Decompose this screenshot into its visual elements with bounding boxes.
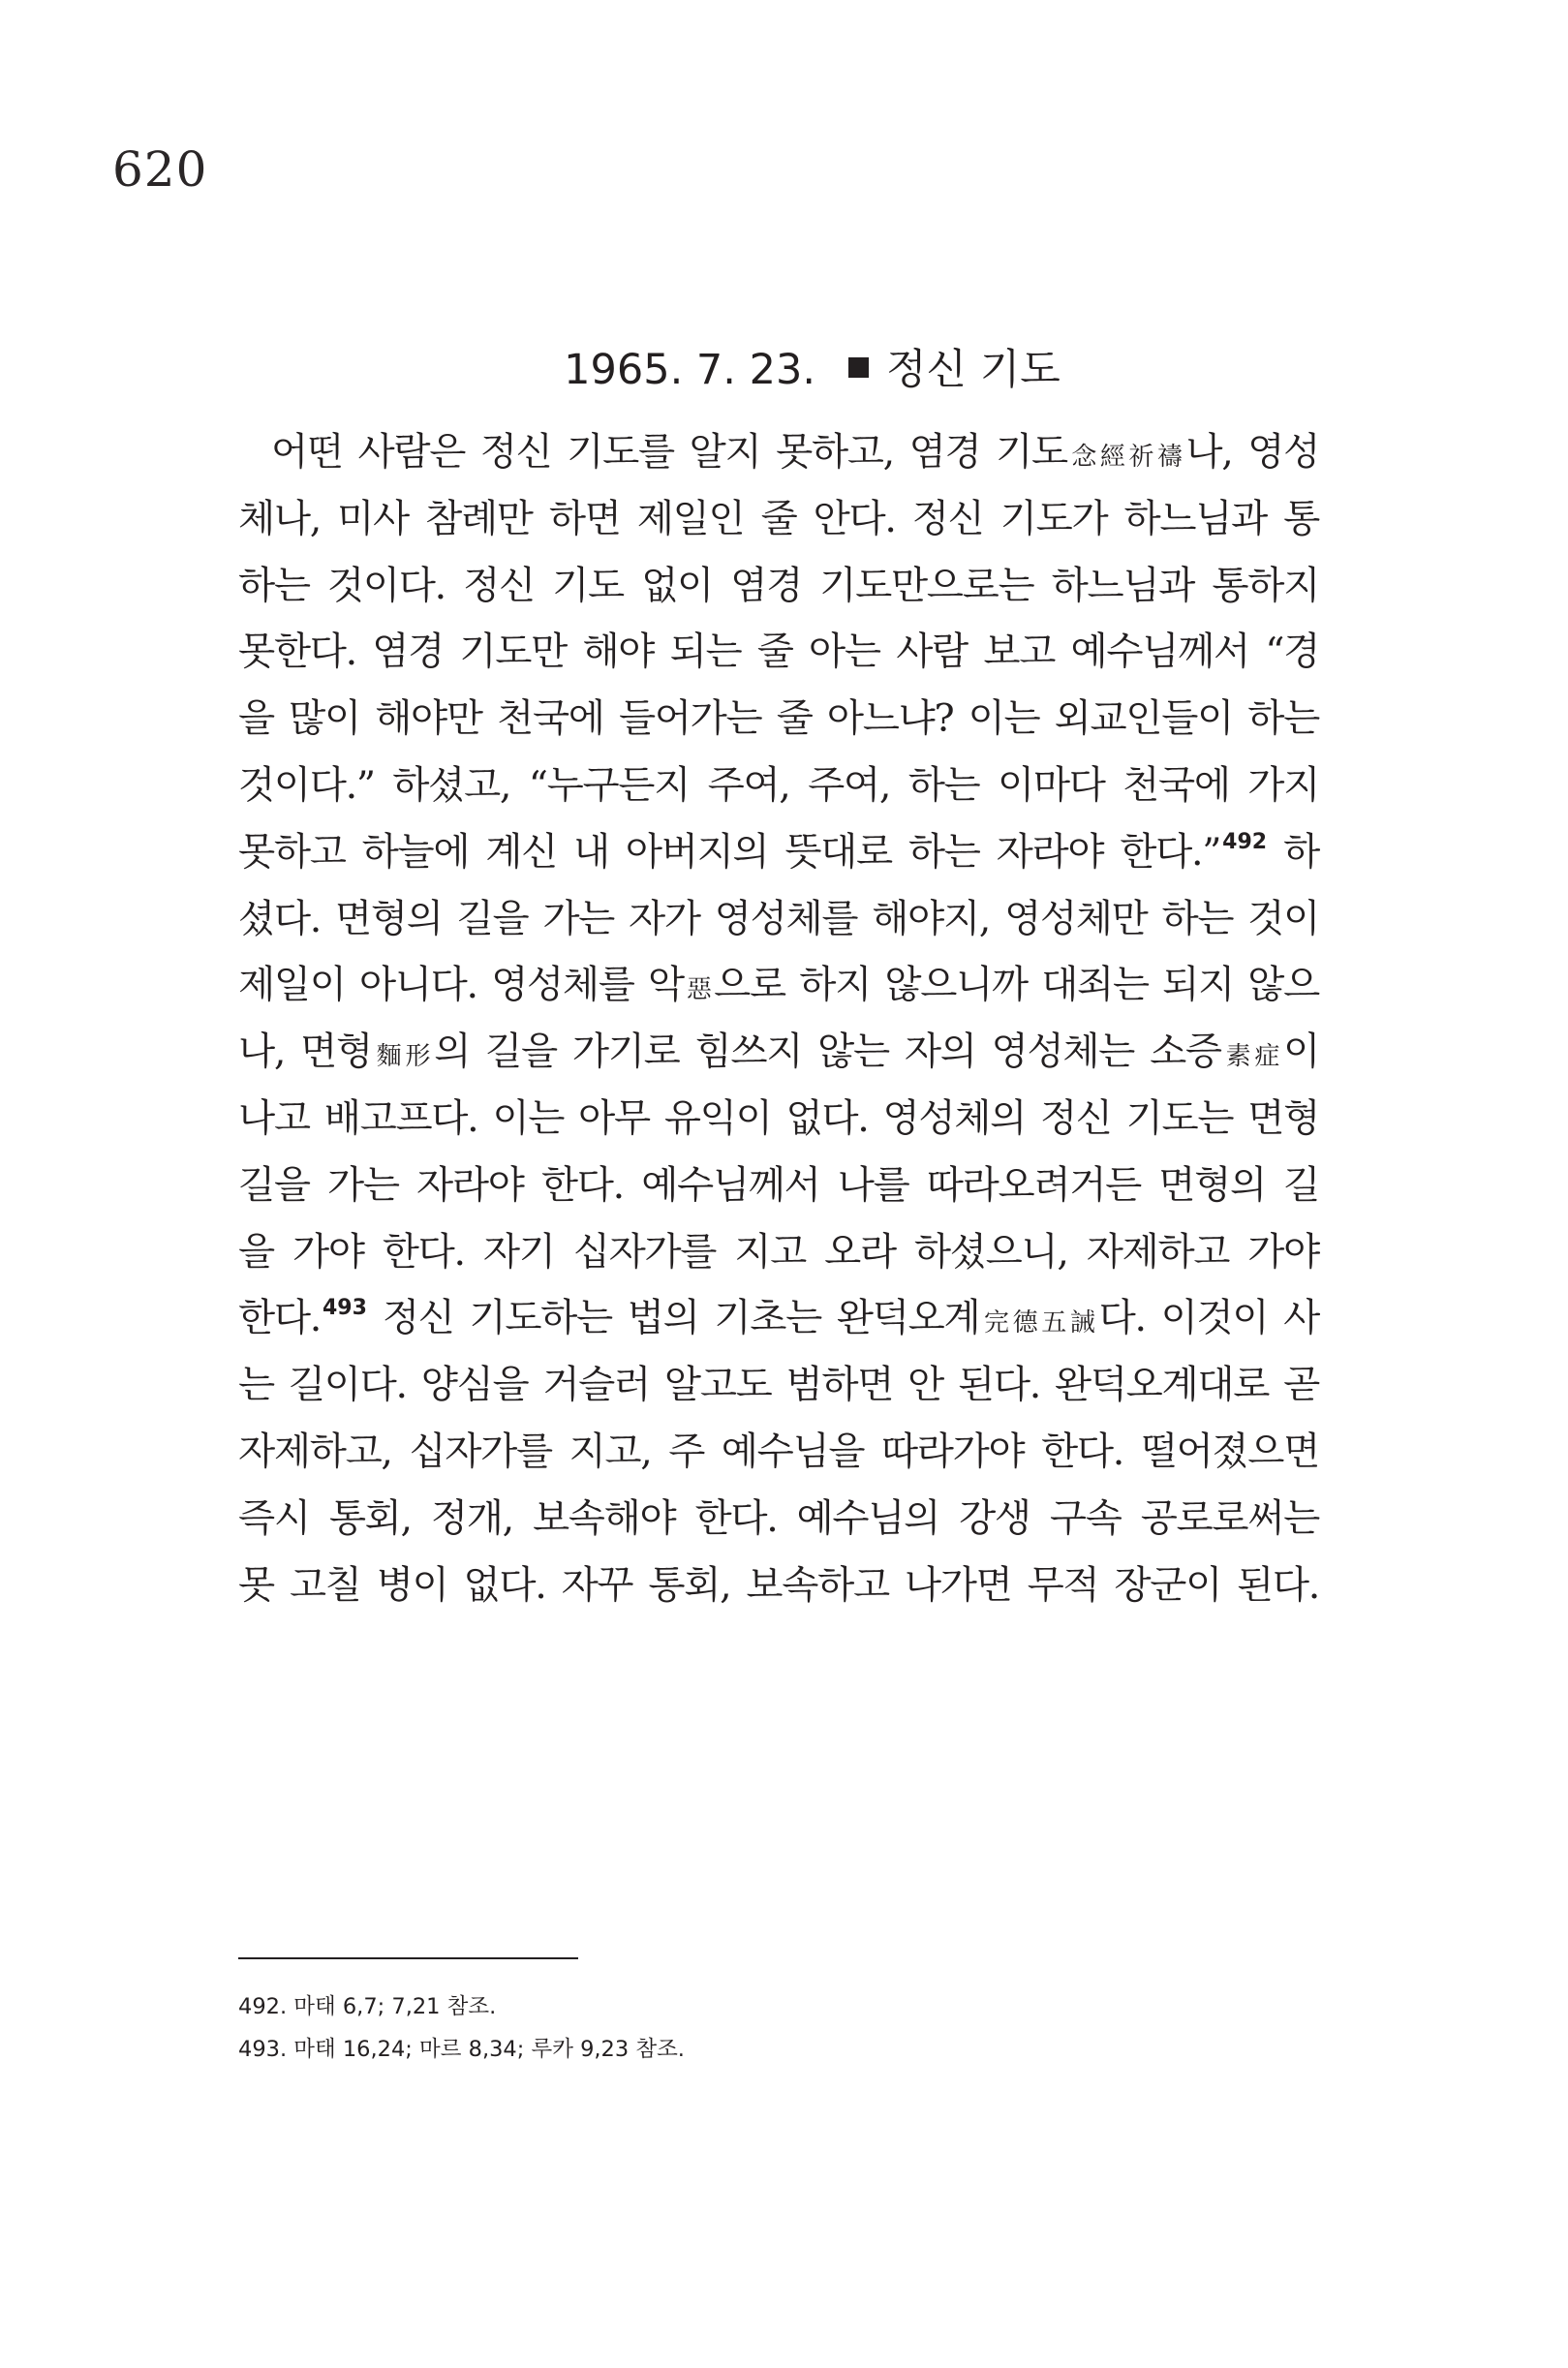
section-heading (0, 341, 1568, 399)
text-segment: 제일이 아니다. 영성체를 악 (238, 963, 684, 1008)
text-line (238, 1285, 1319, 1352)
text-line: 는 길이다. 양심을 거슬러 알고도 범하면 안 된다. 완덕오계대로 곧 (238, 1363, 1319, 1408)
text-line (238, 1019, 1319, 1086)
footnote-reference: 492 (1222, 829, 1268, 854)
heading-date: 1965. 7. 23. (564, 346, 816, 394)
footnote-493: 493. 마태 16,24; 마르 8,34; 루카 9,23 참조. (238, 2037, 685, 2062)
text-segment: 정신 기도하는 법의 기초는 완덕오계 (366, 1296, 980, 1341)
text-line: 것이다.” 하셨고, “누구든지 주여, 주여, 하는 이마다 천국에 가지 (238, 762, 1319, 808)
text-line: 나고 배고프다. 이는 아무 유익이 없다. 영성체의 정신 기도는 면형 (238, 1095, 1319, 1141)
text-segment: 못하고 하늘에 계신 내 아버지의 뜻대로 하는 자라야 한다.” (238, 829, 1221, 875)
text-line: 자제하고, 십자가를 지고, 주 예수님을 따라가야 한다. 떨어졌으면 (238, 1429, 1319, 1474)
text-segment: 나, 영성 (1185, 430, 1319, 475)
text-segment: 어떤 사람은 정신 기도를 알지 못하고, 염경 기도 (271, 430, 1067, 475)
body-paragraph (238, 419, 1319, 1618)
hanja-annotation: 完德五誡 (979, 1308, 1099, 1338)
text-line: 을 많이 해야만 천국에 들어가는 줄 아느냐? 이는 외교인들이 하는 (238, 696, 1319, 742)
text-line: 못 고칠 병이 없다. 자꾸 통회, 보속하고 나가면 무적 장군이 된다. (238, 1562, 1319, 1608)
text-segment: 한다. (238, 1296, 321, 1341)
text-line: 셨다. 면형의 길을 가는 자가 영성체를 해야지, 영성체만 하는 것이 (238, 896, 1319, 941)
footnote-divider (238, 1957, 578, 1959)
hanja-annotation: 素症 (1220, 1042, 1284, 1072)
text-line: 을 가야 한다. 자기 십자가를 지고 오라 하셨으니, 자제하고 가야 (238, 1229, 1319, 1275)
text-line (238, 952, 1319, 1019)
text-segment: 하 (1267, 829, 1319, 875)
text-segment: 이 (1283, 1030, 1319, 1075)
hanja-annotation: 念經祈禱 (1066, 443, 1186, 472)
text-segment: 의 길을 가기로 힘쓰지 않는 자의 영성체는 소증 (434, 1030, 1221, 1075)
text-segment: 으로 하지 않으니까 대죄는 되지 않으 (714, 963, 1319, 1008)
text-segment: 다. 이것이 사 (1098, 1296, 1319, 1341)
hanja-annotation: 惡 (683, 975, 715, 1005)
text-line (238, 819, 1319, 886)
text-segment: 나, 면형 (238, 1030, 372, 1075)
text-line: 못한다. 염경 기도만 해야 되는 줄 아는 사람 보고 예수님께서 “경 (238, 630, 1319, 675)
footnote-492: 492. 마태 6,7; 7,21 참조. (238, 1994, 497, 2019)
text-line: 길을 가는 자라야 한다. 예수님께서 나를 따라오려거든 면형의 길 (238, 1162, 1319, 1208)
hanja-annotation: 麵形 (371, 1042, 435, 1072)
footnote-reference: 493 (322, 1296, 367, 1321)
page-number: 620 (112, 141, 208, 198)
text-line: 즉시 통회, 정개, 보속해야 한다. 예수님의 강생 구속 공로로써는 (238, 1495, 1319, 1541)
text-line (238, 419, 1319, 486)
text-line: 체나, 미사 참례만 하면 제일인 줄 안다. 정신 기도가 하느님과 통 (238, 496, 1319, 541)
heading-title: 정신 기도 (886, 346, 1061, 394)
text-line: 하는 것이다. 정신 기도 없이 염경 기도만으로는 하느님과 통하지 (238, 563, 1319, 608)
square-bullet-icon (848, 357, 869, 378)
